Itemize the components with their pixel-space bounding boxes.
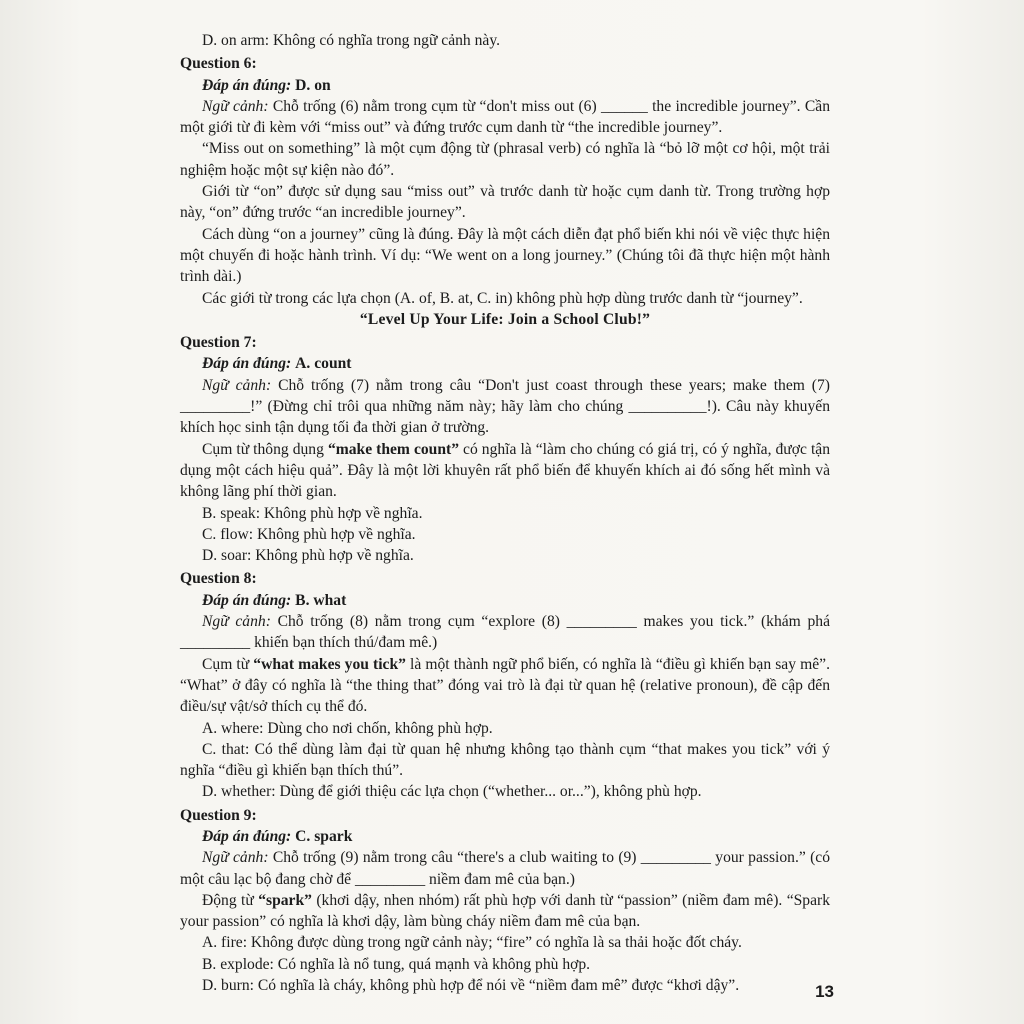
q9-option-b: B. explode: Có nghĩa là nổ tung, quá mạnh và không phù hợp. — [202, 955, 591, 973]
q7-p1-phrase: “make them count” — [327, 440, 460, 458]
q7-answer-value: A. count — [295, 355, 352, 373]
q8-p1-post: là một thành ngữ phổ biến, có nghĩa là “điều gì khiến bạn say mê”. “What” ở đây có nghĩa là “the thing that” đóng vai trò là đại từ quan hệ (relative pronoun), đề cập đến điều/sự vật/sở thích cụ thể đó. — [180, 655, 830, 716]
q9-p1-pre: Động từ — [202, 891, 259, 909]
q6-answer-label: Đáp án đúng: — [202, 76, 292, 94]
q8-p1-pre: Cụm từ — [202, 655, 254, 673]
q8-option-a: A. where: Dùng cho nơi chốn, không phù hợp. — [202, 719, 493, 737]
q7-option-b: B. speak: Không phù hợp về nghĩa. — [202, 504, 423, 522]
q9-context — [180, 847, 830, 890]
q7-option-c: C. flow: Không phù hợp về nghĩa. — [202, 525, 416, 543]
q8-heading: Question 8: — [180, 570, 257, 588]
q7-paragraph-1 — [180, 439, 830, 503]
q6-paragraph-4: Các giới từ trong các lựa chọn (A. of, B. at, C. in) không phù hợp dùng trước danh từ “journey”. — [202, 289, 803, 307]
q8-answer-value: B. what — [295, 591, 347, 609]
q6-heading: Question 6: — [180, 55, 257, 73]
q7-context-label: Ngữ cảnh: — [202, 376, 272, 394]
q8-p1-phrase: “what makes you tick” — [253, 655, 406, 673]
q9-p1-phrase: “spark” — [258, 891, 312, 909]
page-content — [180, 30, 830, 996]
q8-paragraph-1 — [180, 654, 830, 718]
q6-context-text: Chỗ trống (6) nằm trong cụm từ “don't miss out (6) ______ the incredible journey”. Cần một giới từ đi kèm với “miss out” và đứng trước cụm danh từ “the incredible journey”. — [180, 97, 830, 137]
q9-context-text: Chỗ trống (9) nằm trong câu “there's a club waiting to (9) _________ your passion.” (có một câu lạc bộ đang chờ để _________ niềm đam mê của bạn.) — [180, 849, 830, 888]
q9-answer-value: C. spark — [295, 827, 353, 845]
q7-p1-post: có nghĩa là “làm cho chúng có giá trị, có ý nghĩa, được tận dụng một cách hiệu quả”. Đây là một lời khuyên rất phổ biến để khuyến khích ai đó sống hết mình và không lãng phí thời gian. — [180, 440, 831, 501]
q8-option-d: D. whether: Dùng để giới thiệu các lựa chọn (“whether... or...”), không phù hợp. — [202, 783, 702, 801]
q7-answer-label: Đáp án đúng: — [202, 355, 292, 373]
q9-option-d: D. burn: Có nghĩa là cháy, không phù hợp để nói về “niềm đam mê” được “khơi dậy”. — [202, 977, 740, 995]
q7-context-text: Chỗ trống (7) nằm trong câu “Don't just coast through these years; make them (7) _________!” (Đừng chỉ trôi qua những năm này; hãy làm cho chúng __________!). Câu này khuyến khích học sinh tận dụng tối đa thời gian ở trường. — [180, 376, 830, 437]
q9-answer — [180, 826, 830, 847]
q7-p1-pre: Cụm từ thông dụng — [202, 440, 328, 458]
q8-option-c: C. that: Có thể dùng làm đại từ quan hệ nhưng không tạo thành cụm “that makes you tick” với ý nghĩa “điều gì khiến bạn thích thú”. — [180, 740, 830, 780]
q8-answer — [180, 590, 830, 611]
q9-paragraph-1 — [180, 890, 830, 933]
q7-context — [180, 375, 830, 439]
q7-heading: Question 7: — [180, 334, 257, 352]
q6-paragraph-1: “Miss out on something” là một cụm động từ (phrasal verb) có nghĩa là “bỏ lỡ một cơ hội, một trải nghiệm hoặc một sự kiện nào đó”. — [180, 140, 830, 179]
q9-answer-label: Đáp án đúng: — [202, 827, 292, 845]
q6-context — [180, 96, 830, 139]
q8-context — [180, 611, 830, 654]
q9-heading: Question 9: — [180, 806, 257, 824]
q8-answer-label: Đáp án đúng: — [202, 591, 292, 609]
q8-context-label: Ngữ cảnh: — [202, 613, 271, 631]
q6-paragraph-2: Giới từ “on” được sử dụng sau “miss out” và trước danh từ hoặc cụm danh từ. Trong trường hợp này, “on” đứng trước “an incredible journey”. — [180, 183, 830, 222]
section-title: “Level Up Your Life: Join a School Club!” — [359, 310, 651, 328]
page-number: 13 — [815, 982, 834, 1001]
q6-answer-value: D. on — [295, 76, 331, 94]
q9-context-label: Ngữ cảnh: — [202, 849, 269, 867]
q6-context-label: Ngữ cảnh: — [202, 97, 269, 115]
q5-option-d: D. on arm: Không có nghĩa trong ngữ cảnh này. — [202, 32, 501, 49]
q7-answer — [180, 353, 830, 374]
q8-context-text: Chỗ trống (8) nằm trong cụm “explore (8) _________ makes you tick.” (khám phá _________ khiến bạn thích thú/đam mê.) — [180, 613, 831, 652]
q6-answer — [180, 75, 830, 96]
q9-option-a: A. fire: Không được dùng trong ngữ cảnh này; “fire” có nghĩa là sa thải hoặc đốt cháy. — [202, 934, 742, 952]
q9-p1-post: (khơi dậy, nhen nhóm) rất phù hợp với danh từ “passion” (niềm đam mê). “Spark your passion” có nghĩa là khơi dậy, làm bùng cháy niềm đam mê của bạn. — [180, 891, 831, 931]
q6-paragraph-3: Cách dùng “on a journey” cũng là đúng. Đây là một cách diễn đạt phổ biến khi nói về việc thực hiện một chuyến đi hoặc hành trình. Ví dụ: “We went on a long journey.” (Chúng tôi đã thực hiện một hành trình dài.) — [180, 225, 830, 286]
q7-option-d: D. soar: Không phù hợp về nghĩa. — [202, 547, 414, 565]
